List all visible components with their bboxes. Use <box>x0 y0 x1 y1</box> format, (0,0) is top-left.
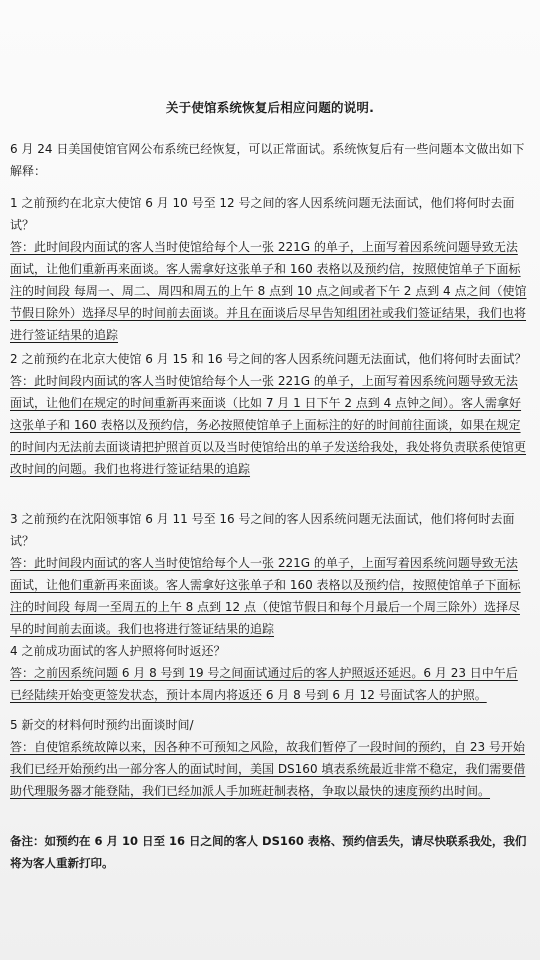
answer-1: 答：此时间段内面试的客人当时使馆给每个人一张 221G 的单子，上面写着因系统问题导致无法面试，让他们重新再来面谈。客人需拿好这张单子和 160 表格以及预约信，按照使馆单子下面标注的时间段 每周一、周二、周四和周五的上午 8 点到 10 点之间或者下午 2 点到 4 点之间（使馆节假日除外）选择尽早的时间前去面谈。并且在面谈后尽早告知组团社或我们签证结果，我们也将进行签证结果的追踪 <box>10 240 527 342</box>
remarks-note: 备注：如预约在 6 月 10 日至 16 日之间的客人 DS160 表格、预约信丢失，请尽快联系我处，我们将为客人重新打印。 <box>10 834 527 870</box>
answer-3: 答：此时间段内面试的客人当时使馆给每个人一张 221G 的单子，上面写着因系统问题导致无法面试，让他们重新再来面谈。客人需拿好这张单子和 160 表格以及预约信，按照使馆单子下面标注的时间段 每周一至周五的上午 8 点到 12 点（使馆节假日和每个月最后一个周三除外）选择尽早的时间前去面谈。我们也将进行签证结果的追踪 <box>10 556 521 636</box>
intro-paragraph: 6 月 24 日美国使馆官网公布系统已经恢复，可以正常面试。系统恢复后有一些问题本文做出如下解释： <box>10 142 525 178</box>
qa-item-3 <box>10 508 528 640</box>
qa-item-1 <box>10 192 528 346</box>
question-1: 1 之前预约在北京大使馆 6 月 10 号至 12 号之间的客人因系统问题无法面试，他们将何时去面试？ <box>10 196 515 232</box>
answer-2: 答：此时间段内面试的客人当时使馆给每个人一张 221G 的单子，上面写着因系统问题导致无法面试，让他们在规定的时间重新再来面谈（比如 7 月 1 日下午 2 点到 4 点钟之间）。客人需拿好这张单子和 160 表格以及预约信，务必按照使馆单子上面标注的好的时间前往面谈，如果在规定的时间内无法前去面谈请把护照首页以及当时使馆给出的单子发送给我处，我处将负责联系使馆更改时间的问题。我们也将进行签证结果的追踪 <box>10 374 527 476</box>
question-3: 3 之前预约在沈阳领事馆 6 月 11 号至 16 号之间的客人因系统问题无法面试，他们将何时去面试？ <box>10 512 515 548</box>
question-4: 4 之前成功面试的客人护照将何时返还？ <box>10 644 226 658</box>
qa-item-2 <box>10 348 528 480</box>
qa-item-4 <box>10 640 528 706</box>
answer-5: 答：自使馆系统故障以来，因各种不可预知之风险，故我们暂停了一段时间的预约，自 23 号开始我们已经开始预约出一部分客人的面试时间，美国 DS160 填表系统最近非常不稳定，我们需要借助代理服务器才能登陆，我们已经加派人手加班赶制表格，争取以最快的速度预约出时间。 <box>10 740 526 798</box>
question-5: 5 新交的材料何时预约出面谈时间/ <box>10 718 194 732</box>
question-2: 2 之前预约在北京大使馆 6 月 15 和 16 号之间的客人因系统问题无法面试，他们将何时去面试？ <box>10 352 527 366</box>
answer-4: 答：之前因系统问题 6 月 8 号到 19 号之间面试通过后的客人护照返还延迟。6 月 23 日中午后已经陆续开始变更签发状态，预计本周内将返还 6 月 8 号到 6 月 12 号面试客人的护照。 <box>10 666 518 702</box>
document-title: 关于使馆系统恢复后相应问题的说明. <box>165 100 375 115</box>
qa-item-5 <box>10 714 528 802</box>
